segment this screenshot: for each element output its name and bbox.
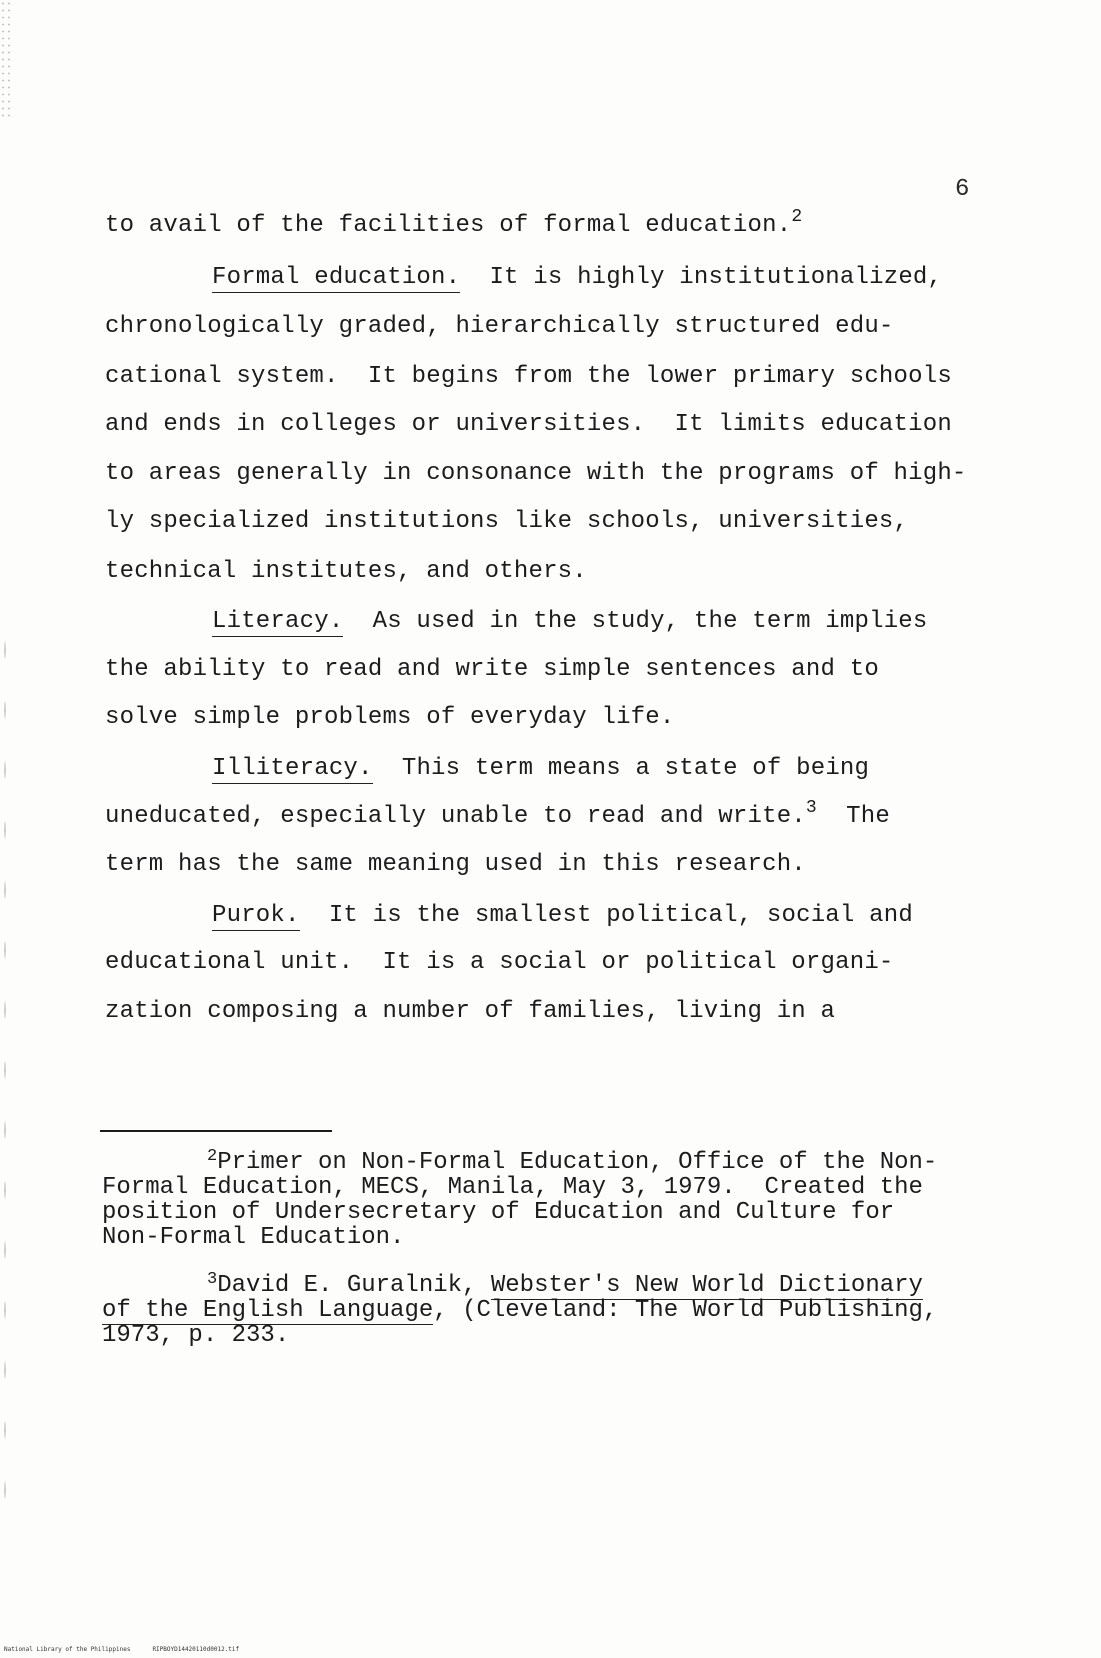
footnote-ref: 2 — [791, 207, 803, 227]
body-text: to avail of the facilities of formal education. — [105, 212, 792, 239]
scan-edge-artifact — [0, 0, 14, 120]
footnote-line — [102, 1149, 937, 1176]
footnote-3 — [102, 1270, 938, 1349]
footnote-line: Formal Education, MECS, Manila, May 3, 1979. Created the — [102, 1174, 923, 1201]
page-number: 6 — [955, 176, 970, 203]
body-line: zation composing a number of families, living in a — [105, 998, 836, 1025]
scan-footer-stamp — [4, 1646, 261, 1653]
footnote-number: 2 — [207, 1147, 218, 1166]
body-line: the ability to read and write simple sentences and to — [105, 656, 879, 683]
body-line: ly specialized institutions like schools, universities, — [105, 508, 909, 535]
body-line: cational system. It begins from the lower primary schools — [105, 363, 952, 390]
term-purok: Purok. — [212, 902, 300, 929]
footnote-ref: 3 — [805, 798, 817, 818]
file-id: RIPBOYD14420110d0012.tif — [152, 1646, 240, 1653]
body-line: and ends in colleges or universities. It limits education — [105, 411, 952, 438]
footnote-text: , (Cleveland: The World Publishing, — [433, 1297, 938, 1324]
footnote-book-title: Webster's New World Dictionary — [490, 1272, 923, 1299]
body-line — [105, 798, 890, 830]
footnote-line: Non-Formal Education. — [102, 1224, 405, 1251]
footnote-separator — [100, 1130, 332, 1132]
term-illiteracy: Illiteracy. — [212, 755, 373, 782]
body-text: It is highly institutionalized, — [460, 264, 943, 291]
footnote-2 — [102, 1147, 938, 1251]
footnote-number: 3 — [207, 1270, 218, 1289]
term-literacy: Literacy. — [212, 608, 344, 635]
footnote-line — [102, 1272, 923, 1299]
scan-edge-artifact-lower — [2, 620, 8, 1520]
body-text: This term means a state of being — [372, 755, 870, 782]
body-line: to areas generally in consonance with the programs of high- — [105, 460, 967, 487]
definition-formal-education — [212, 266, 942, 290]
footnote-book-title-cont: of the English Language — [102, 1297, 434, 1324]
term-formal-education: Formal education. — [212, 264, 461, 291]
body-text: The — [816, 803, 890, 830]
body-text: It is the smallest political, social and — [299, 902, 913, 929]
footnote-line: position of Undersecretary of Education and Culture for — [102, 1199, 895, 1226]
footnote-text: Primer on Non-Formal Education, Office of the Non- — [217, 1149, 938, 1176]
footnote-author: David E. Guralnik, — [217, 1272, 491, 1299]
body-line — [105, 207, 803, 239]
body-text: As used in the study, the term implies — [343, 608, 928, 635]
footnote-line: 1973, p. 233. — [102, 1322, 290, 1349]
body-line: educational unit. It is a social or political organi- — [105, 949, 894, 976]
body-line: solve simple problems of everyday life. — [105, 704, 675, 731]
body-line: chronologically graded, hierarchically structured edu- — [105, 313, 894, 340]
body-line: term has the same meaning used in this research. — [105, 851, 806, 878]
body-line: technical institutes, and others. — [105, 558, 587, 585]
definition-illiteracy — [212, 757, 869, 781]
body-text: uneducated, especially unable to read and write. — [105, 803, 806, 830]
definition-literacy — [212, 610, 928, 634]
definition-purok — [212, 904, 913, 928]
library-name: National Library of the Philippines — [4, 1646, 131, 1653]
